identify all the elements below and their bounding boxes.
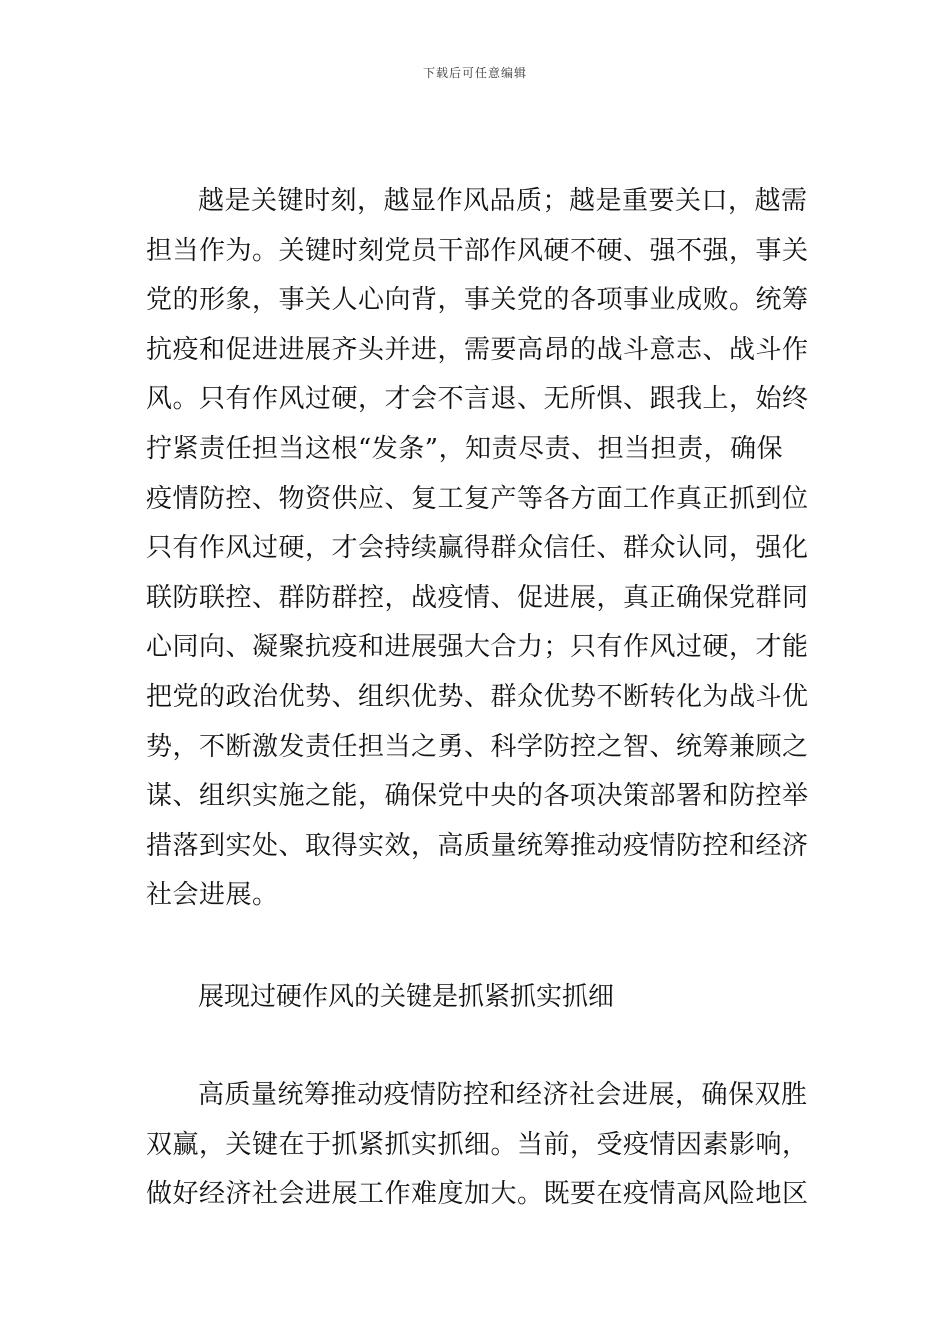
paragraph-1-line: 只有作风过硬，才会持续赢得群众信任、群众认同，强化	[146, 533, 809, 564]
paragraph-1-line: 疫情防控、物资供应、复工复产等各方面工作真正抓到位	[146, 483, 809, 514]
paragraph-1-line: 越是关键时刻，越显作风品质；越是重要关口，越需	[198, 186, 808, 216]
paragraph-2	[146, 1071, 810, 1220]
paragraph-1-line: 措落到实处、取得实效，高质量统筹推动疫情防控和经济	[146, 830, 809, 861]
paragraph-1-line: 抗疫和促进进展齐头并进，需要高昂的战斗意志、战斗作	[146, 334, 809, 365]
paragraph-1-line: 拧紧责任担当这根“发条”，知责尽责、担当担责，确保	[146, 433, 784, 464]
paragraph-1	[146, 177, 810, 921]
paragraph-1-line: 担当作为。关键时刻党员干部作风硬不硬、强不强，事关	[146, 235, 809, 266]
page-header: 下载后可任意编辑	[422, 66, 527, 80]
paragraph-1-line: 势，不断激发责任担当之勇、科学防控之智、统筹兼顾之	[146, 731, 809, 762]
paragraph-1-line: 心同向、凝聚抗疫和进展强大合力；只有作风过硬，才能	[146, 632, 809, 663]
paragraph-1-line: 党的形象，事关人心向背，事关党的各项事业成败。统筹	[146, 285, 809, 316]
paragraph-2-line: 做好经济社会进展工作难度加大。既要在疫情高风险地区	[146, 1179, 809, 1210]
paragraph-1-line: 联防联控、群防群控，战疫情、促进展，真正确保党群同	[146, 582, 809, 613]
paragraph-1-line: 把党的政治优势、组织优势、群众优势不断转化为战斗优	[146, 681, 809, 712]
section-heading: 展现过硬作风的关键是抓紧抓实抓细	[198, 982, 615, 1012]
paragraph-2-line: 高质量统筹推动疫情防控和经济社会进展，确保双胜	[198, 1080, 808, 1110]
paragraph-1-line: 风。只有作风过硬，才会不言退、无所惧、跟我上，始终	[146, 384, 809, 415]
paragraph-1-line: 谋、组织实施之能，确保党中央的各项决策部署和防控举	[146, 781, 809, 812]
paragraph-1-line: 社会进展。	[146, 880, 279, 911]
paragraph-2-line: 双赢，关键在于抓紧抓实抓细。当前，受疫情因素影响，	[146, 1129, 809, 1160]
